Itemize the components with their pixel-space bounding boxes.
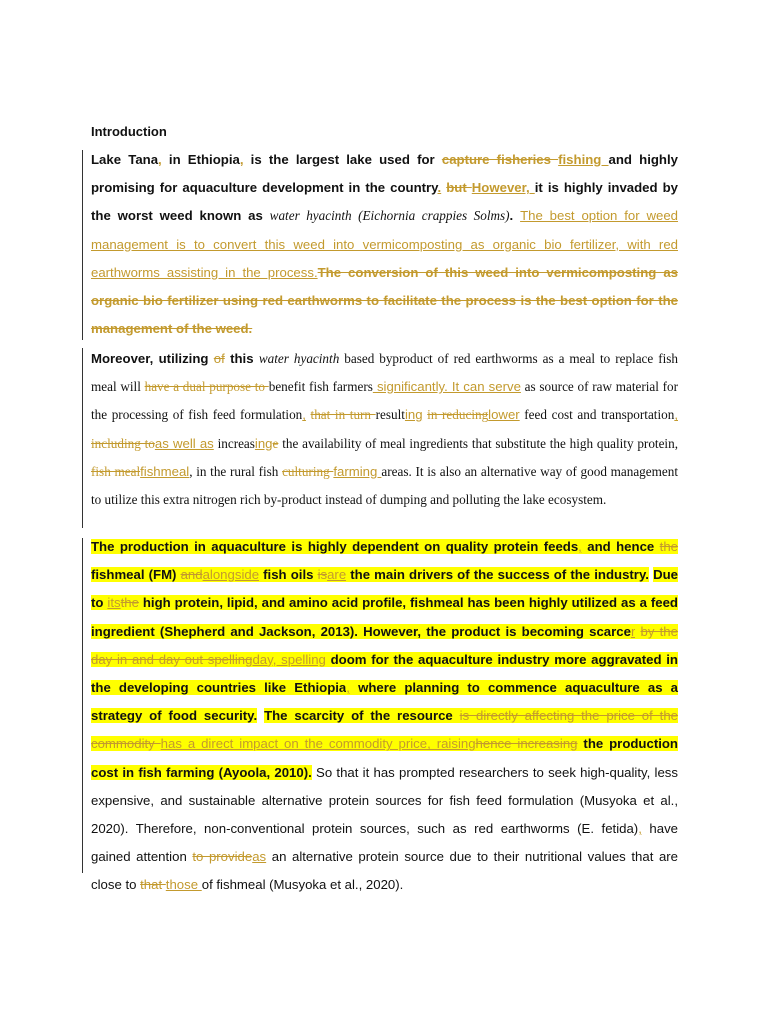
insertion: has a direct impact on the commodity price, raising <box>160 736 476 752</box>
insertion: . <box>437 180 442 196</box>
insertion: those <box>165 877 202 893</box>
insertion: day, spelling <box>252 651 326 667</box>
deletion: that in turn <box>310 407 376 423</box>
text-run: feed cost and transportation <box>519 407 675 423</box>
text-run: , in the rural fish <box>189 463 283 479</box>
highlighted-text: the production cost in fish farming (Ayoola, 2010). <box>91 736 678 780</box>
deletion: have a dual purpose to <box>144 379 269 395</box>
insertion: , <box>158 152 162 167</box>
text-run: have gained attention <box>91 821 678 865</box>
highlighted-text: The scarcity of the resource <box>264 708 460 724</box>
paragraph-3 <box>91 533 678 900</box>
insertion: However, <box>471 180 535 196</box>
deletion: in reducing <box>427 407 489 423</box>
insertion: , <box>638 821 642 837</box>
text-run: result <box>375 407 405 423</box>
highlighted-text: Due to <box>91 567 679 611</box>
deletion: of <box>213 351 225 366</box>
text-run: in Ethiopia <box>161 152 240 167</box>
deletion: the <box>120 595 139 611</box>
deletion: but <box>446 180 472 196</box>
highlighted-text: the main drivers of the success of the industry. <box>346 567 649 583</box>
insertion: ing <box>254 435 273 451</box>
deletion: The conversion of this weed into vermicomposting as organic bio fertilizer using red earthworms to facilitate the process is the best option for the management of the weed. <box>91 264 678 337</box>
highlighted-text <box>635 624 640 639</box>
text-run: the availability of meal ingredients that substitute the high quality protein, <box>278 435 678 451</box>
text-run: based byproduct of red earthworms as a meal to replace fish meal will <box>91 351 678 395</box>
text-run: this <box>224 351 259 366</box>
deletion: by the day in and day out spelling <box>91 623 678 667</box>
highlighted-text: fish oils <box>259 567 318 583</box>
insertion: , <box>674 407 678 423</box>
deletion: e <box>272 435 279 451</box>
section-heading: Introduction <box>91 124 167 139</box>
text-run: increas <box>213 435 255 451</box>
highlighted-text: doom for the aquaculture industry more aggravated in the developing countries like Ethiopia <box>91 651 678 696</box>
insertion: its <box>107 595 121 611</box>
paragraph-2 <box>91 345 678 514</box>
insertion: as well as <box>154 435 214 451</box>
highlighted-text: high protein, lipid, and amino acid profile, fishmeal has been highly utilized as a feed ingredient (Shepherd and Jackson, 2013). However, the product is becoming scarce <box>91 595 678 639</box>
insertion: The best option for weed management is to convert this weed into vermicomposting as organic bio fertilizer, with red earthworms assisting in the process. <box>91 208 679 280</box>
insertion: alongside <box>202 567 260 583</box>
deletion: that <box>140 877 166 893</box>
species-name: water hyacinth <box>258 351 340 366</box>
deletion: capture fisheries <box>441 152 559 167</box>
insertion: , <box>578 539 582 554</box>
text-run: benefit fish farmers <box>268 379 373 395</box>
change-bar <box>82 348 83 528</box>
text-run: of fishmeal (Musyoka et al., 2020). <box>201 877 404 893</box>
insertion: ing <box>404 407 423 423</box>
deletion: hence increasing <box>475 736 578 752</box>
deletion: including to <box>91 435 155 451</box>
insertion: r <box>630 623 636 639</box>
highlighted-text: and hence <box>581 539 660 554</box>
text-run: Moreover, utilizing <box>91 351 214 366</box>
text-run: is the largest lake used for <box>243 152 442 167</box>
text-run: as source of raw material for the processing of fish feed formulation <box>91 379 679 423</box>
text-run: areas. It is also an alternative way of good management to utilize this extra nitrogen rich by-product instead of dumping and polluting the lake ecosystem. <box>91 463 678 508</box>
paragraph-1 <box>91 146 678 343</box>
deletion: is <box>317 567 328 583</box>
insertion: significantly. It can serve <box>372 379 521 395</box>
insertion: lower <box>488 407 520 423</box>
insertion: , <box>239 152 244 167</box>
text-run: Lake Tana <box>91 152 159 167</box>
text-run: an alternative protein source due to their nutritional values that are close to <box>91 849 679 893</box>
text-run: and highly promising for aquaculture development in the country <box>91 152 678 196</box>
deletion: the <box>659 539 678 554</box>
insertion: fishmeal <box>140 463 190 479</box>
text-run: it is highly invaded by the worst weed known as <box>91 180 678 224</box>
change-bar <box>82 538 83 873</box>
insertion: are <box>327 567 347 583</box>
insertion: as <box>252 849 267 865</box>
deletion: culturing <box>282 463 334 479</box>
insertion: fishing <box>558 152 609 167</box>
highlighted-text: fishmeal (FM) <box>91 567 181 583</box>
deletion: is directly affecting the price of the commodity <box>91 708 678 752</box>
change-bar <box>82 150 83 340</box>
insertion: farming <box>333 463 382 479</box>
deletion: fish meal <box>91 463 141 479</box>
insertion: , <box>302 407 306 423</box>
highlighted-text: The production in aquaculture is highly dependent on quality protein feeds <box>91 539 579 554</box>
highlighted-text: where planning to commence aquaculture as a strategy of food security. <box>91 680 679 724</box>
insertion: , <box>346 680 350 696</box>
deletion: and <box>180 567 203 583</box>
species-name: water hyacinth (Eichornia crappies Solms) <box>269 208 510 224</box>
text-run: So that it has prompted researchers to seek high-quality, less expensive, and sustainable alternative protein sources for fish feed formulation (Musyoka et al., 2020). Therefore, non-conventional protein sources, such as red earthworms (E. fetida) <box>91 764 678 837</box>
deletion: to provide <box>192 849 253 865</box>
text-run: . <box>509 208 521 224</box>
